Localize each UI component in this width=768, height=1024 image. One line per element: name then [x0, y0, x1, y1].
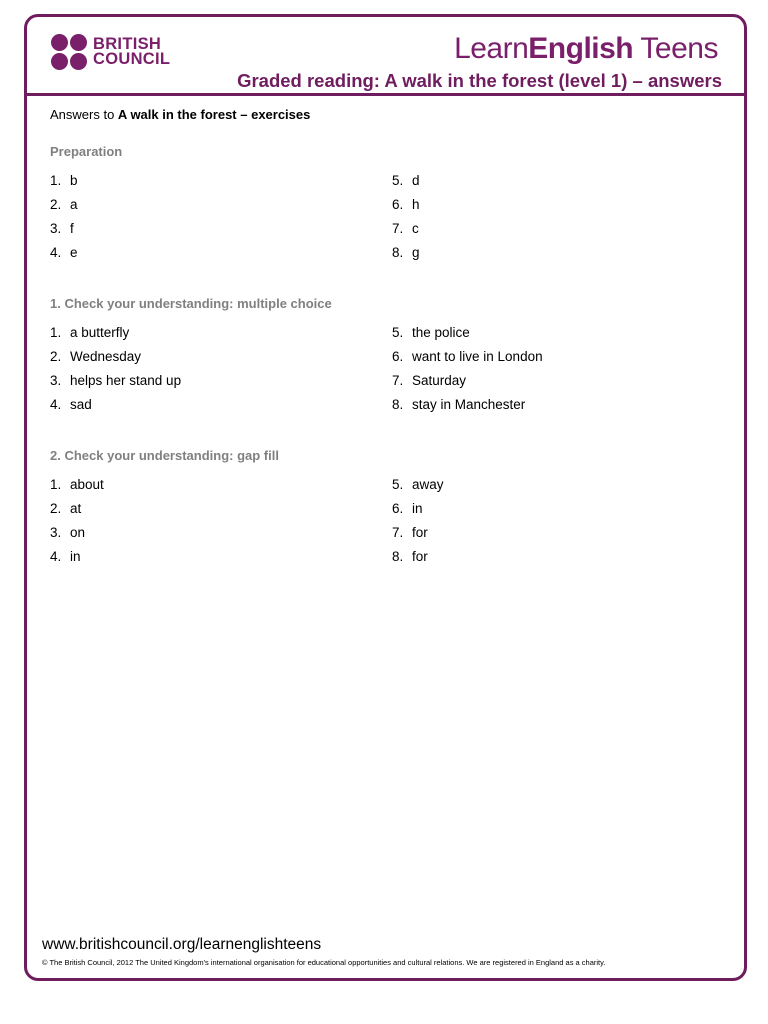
answer-item: 5. d — [392, 173, 420, 188]
footer-url-link[interactable]: www.britishcouncil.org/learnenglishteens — [42, 936, 322, 953]
answer-item: 7. c — [392, 221, 419, 236]
answer-item: 6. want to live in London — [392, 349, 543, 364]
answer-item: 6. h — [392, 197, 420, 212]
answer-item: 4. e — [50, 245, 78, 260]
answer-item: 5. the police — [392, 325, 470, 340]
answer-column-left — [50, 325, 181, 421]
section-heading: 1. Check your understanding: multiple choice — [50, 296, 332, 311]
answer-column-right — [392, 477, 444, 573]
answer-item: 7. Saturday — [392, 373, 467, 388]
page-border — [24, 14, 747, 981]
answer-item: 3. helps her stand up — [50, 373, 182, 388]
answer-item: 1. b — [50, 173, 78, 188]
answer-item: 8. for — [392, 549, 428, 564]
section-heading: Preparation — [50, 144, 123, 159]
answer-item: 4. sad — [50, 397, 92, 412]
page-title: Graded reading: A walk in the forest (level 1) – answers — [237, 70, 722, 91]
answer-item: 8. stay in Manchester — [392, 397, 526, 412]
answer-item: 3. on — [50, 525, 86, 540]
answer-item: 8. g — [392, 245, 420, 260]
section-heading: 2. Check your understanding: gap fill — [50, 448, 279, 463]
answer-column-left — [50, 173, 78, 269]
answer-item: 5. away — [392, 477, 444, 492]
answer-item: 3. f — [50, 221, 74, 236]
intro-line: Answers to A walk in the forest – exercises — [50, 107, 311, 122]
british-council-logo — [51, 34, 170, 70]
logo-wordmark: BRITISH COUNCIL — [93, 35, 171, 68]
header-divider — [24, 93, 747, 96]
answer-column-right — [392, 325, 543, 421]
footer-copyright: © The British Council, 2012 The United Kingdom's international organisation for educational opportunities and cultural relations. We are registered in England as a charity. — [42, 958, 606, 967]
answer-item: 2. a — [50, 197, 78, 212]
logo-dots-icon — [51, 34, 87, 70]
answer-column-left — [50, 477, 104, 573]
answer-item: 2. at — [50, 501, 82, 516]
answer-item: 1. a butterfly — [50, 325, 130, 340]
answer-item: 4. in — [50, 549, 81, 564]
answer-column-right — [392, 173, 420, 269]
learnenglish-teens-brand: LearnEnglish Teens — [454, 32, 718, 65]
answer-item: 2. Wednesday — [50, 349, 142, 364]
answer-item: 6. in — [392, 501, 423, 516]
answer-item: 7. for — [392, 525, 428, 540]
answer-item: 1. about — [50, 477, 104, 492]
